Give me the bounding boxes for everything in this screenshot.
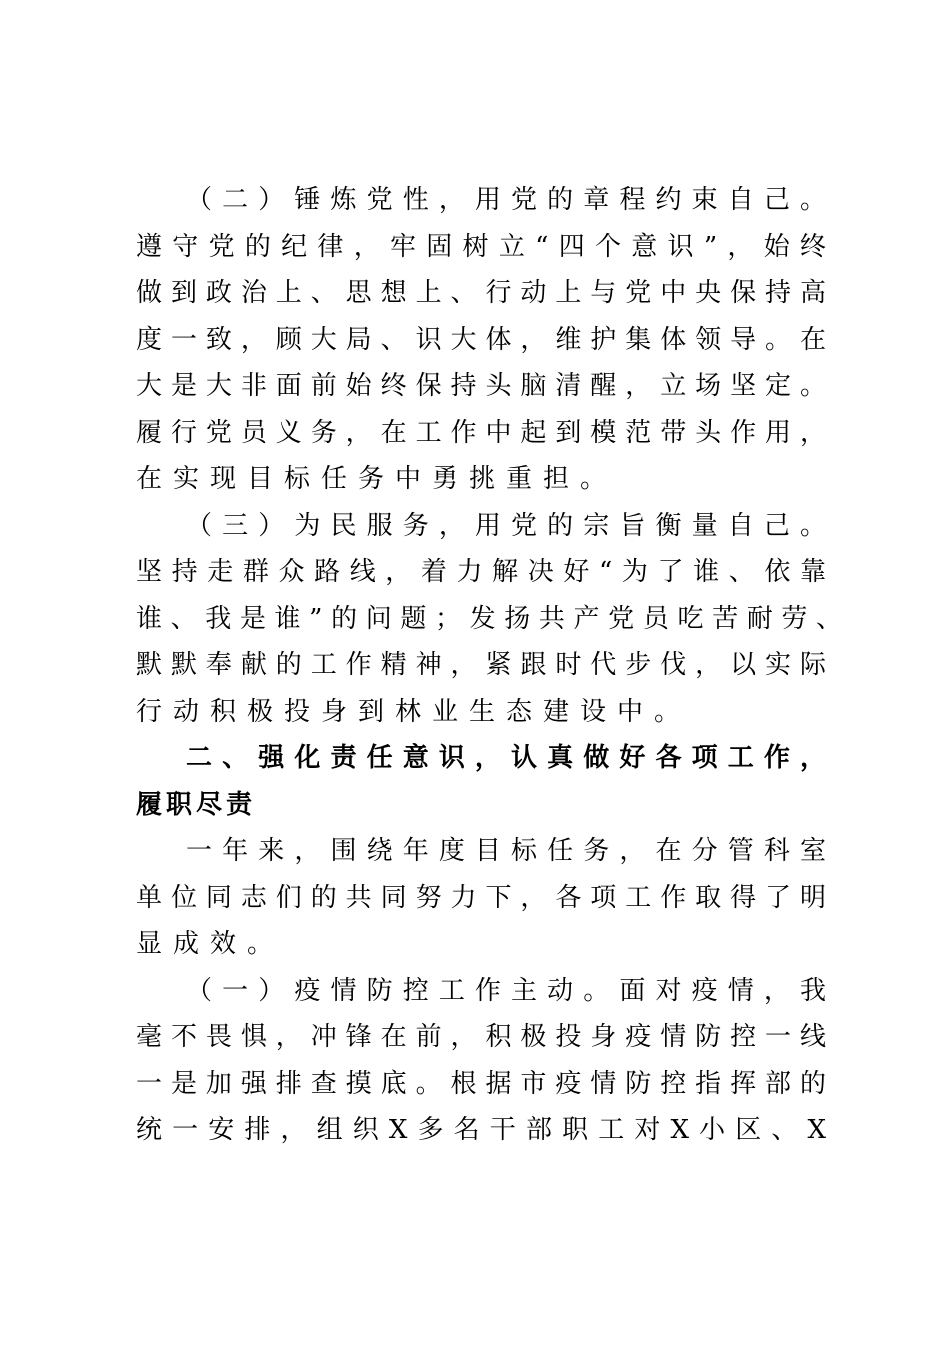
text-line: 行动积极投身到林业生态建设中。: [136, 697, 692, 727]
text-line: 遵守党的纪律，牢固树立“四个意识”，始终: [136, 232, 826, 262]
text-line: 谁、我是谁”的问题；发扬共产党员吃苦耐劳、: [136, 604, 842, 634]
text-line: 坚持走群众路线，着力解决好“为了谁、依靠: [136, 557, 826, 587]
text-line: 毫不畏惧，冲锋在前，积极投身疫情防控一线: [136, 1022, 826, 1052]
text-line: 默默奉献的工作精神，紧跟时代步伐，以实际: [136, 650, 826, 680]
text-line: 单位同志们的共同努力下，各项工作取得了明: [136, 883, 826, 913]
text-line: 一年来，围绕年度目标任务，在分管科室: [186, 836, 826, 866]
text-line: 做到政治上、思想上、行动上与党中央保持高: [136, 278, 826, 308]
text-line: 在实现目标任务中勇挑重担。: [136, 464, 618, 494]
text-line: 大是大非面前始终保持头脑清醒，立场坚定。: [136, 371, 826, 401]
section-heading-continued: 履职尽责: [136, 790, 257, 820]
section-heading: 二、强化责任意识，认真做好各项工作，: [186, 743, 826, 773]
text-line: 统一安排，组织X多名干部职工对X小区、X: [136, 1115, 826, 1145]
paragraph-heading-1: （一）疫情防控工作主动。面对疫情，我: [186, 976, 826, 1006]
paragraph-heading-3: （三）为民服务，用党的宗旨衡量自己。: [186, 511, 826, 541]
paragraph-heading-2: （二）锤炼党性，用党的章程约束自己。: [186, 185, 826, 215]
text-line: 显成效。: [136, 929, 285, 959]
text-line: 一是加强排查摸底。根据市疫情防控指挥部的: [136, 1069, 826, 1099]
text-line: 度一致，顾大局、识大体，维护集体领导。在: [136, 325, 826, 355]
text-line: 履行党员义务，在工作中起到模范带头作用，: [136, 418, 826, 448]
